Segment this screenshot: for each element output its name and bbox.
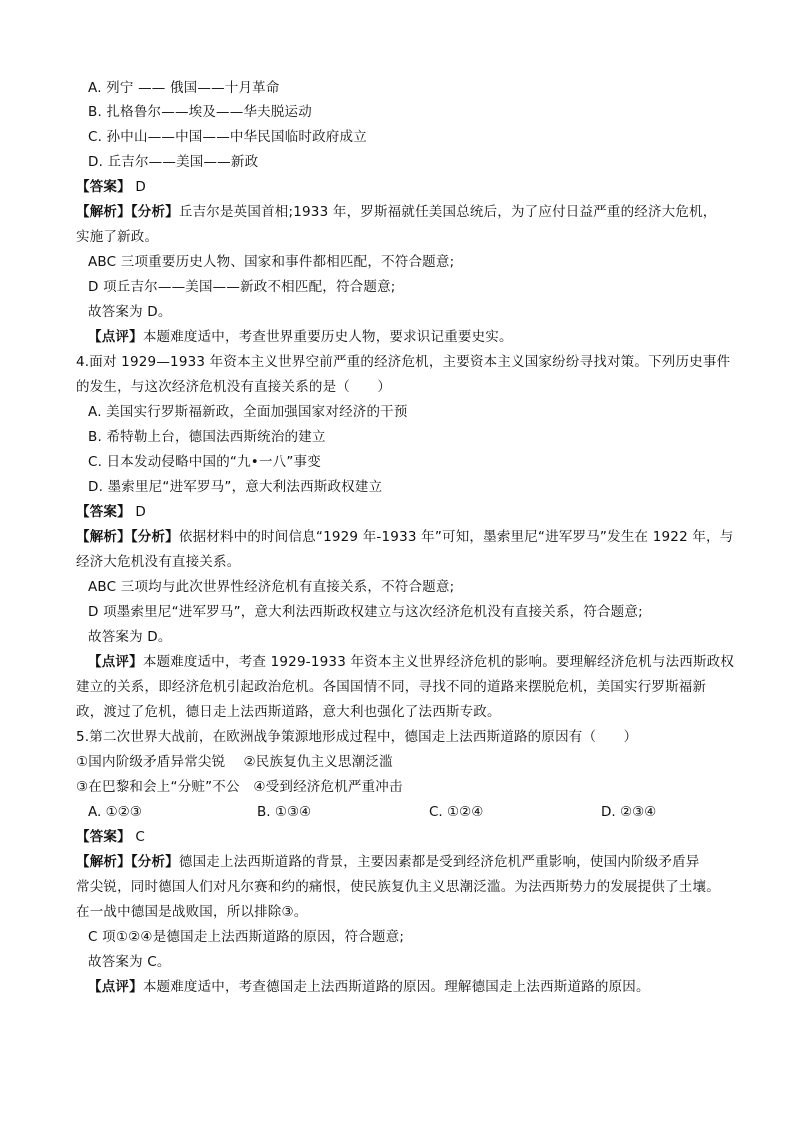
q5-analysis-cont-1: 常尖锐，同时德国人们对凡尔赛和约的痛恨，使民族复仇主义思潮泛滥。为法西斯势力的发展提供了土壤。 xyxy=(76,879,720,895)
q5-detail-2: 故答案为 C。 xyxy=(88,954,171,970)
analysis-sub-tag: 【分析】 xyxy=(130,204,179,220)
comment-tag: 【点评】 xyxy=(88,979,143,995)
q4-option-a: A. 美国实行罗斯福新政，全面加强国家对经济的干预 xyxy=(88,404,408,420)
q4-detail-1: ABC 三项均与此次世界性经济危机有直接关系，不符合题意; xyxy=(88,579,455,595)
q4-detail-3: 故答案为 D。 xyxy=(88,629,172,645)
comment-tag: 【点评】 xyxy=(88,329,143,345)
answer-tag: 【答案】 xyxy=(76,829,131,845)
q4-analysis-cont: 经济大危机没有直接关系。 xyxy=(76,554,241,570)
analysis-tag: 【解析】 xyxy=(76,204,131,220)
q3-analysis xyxy=(76,202,716,222)
answer-tag: 【答案】 xyxy=(76,179,131,195)
q5-answer xyxy=(76,827,145,847)
q5-choice-a: A. ①②③ xyxy=(88,804,142,820)
q3-option-b: B. 扎格鲁尔——埃及——华夫脱运动 xyxy=(88,104,312,120)
q5-reasons-2: ③在巴黎和会上“分赃”不公 ④受到经济危机严重冲击 xyxy=(76,779,403,795)
q4-option-c: C. 日本发动侵略中国的“九•一八”事变 xyxy=(88,454,321,470)
analysis-tag: 【解析】 xyxy=(76,529,131,545)
analysis-text: 德国走上法西斯道路的背景，主要因素都是受到经济危机严重影响，使国内阶级矛盾异 xyxy=(178,854,700,870)
answer-value: D xyxy=(135,504,146,520)
q4-option-d: D. 墨索里尼“进军罗马”，意大利法西斯政权建立 xyxy=(88,479,383,495)
q5-choice-d: D. ②③④ xyxy=(601,804,657,820)
analysis-tag: 【解析】 xyxy=(76,854,131,870)
q3-option-a: A. 列宁 —— 俄国——十月革命 xyxy=(88,80,280,96)
q5-reasons-1: ①国内阶级矛盾异常尖锐 ②民族复仇主义思潮泛滥 xyxy=(76,754,393,770)
q3-analysis-cont: 实施了新政。 xyxy=(76,229,159,245)
q4-stem: 4.面对 1929—1933 年资本主义世界空前严重的经济危机，主要资本主义国家纷纷寻找对策。下列历史事件 xyxy=(76,354,731,370)
answer-value: D xyxy=(135,179,146,195)
q3-option-c: C. 孙中山——中国——中华民国临时政府成立 xyxy=(88,129,367,145)
q4-answer xyxy=(76,502,146,522)
comment-text: 本题难度适中，考查 1929-1933 年资本主义世界经济危机的影响。要理解经济危机与法西斯政权 xyxy=(142,654,735,670)
analysis-sub-tag: 【分析】 xyxy=(130,529,179,545)
comment-text: 本题难度适中，考查世界重要历史人物，要求识记重要史实。 xyxy=(142,329,513,345)
analysis-text: 丘吉尔是英国首相;1933 年，罗斯福就任美国总统后，为了应付日益严重的经济大危机， xyxy=(178,204,717,220)
analysis-text: 依据材料中的时间信息“1929 年-1933 年”可知，墨索里尼“进军罗马”发生在 1922 年，与 xyxy=(178,529,734,545)
q5-choice-b: B. ①③④ xyxy=(257,804,312,820)
q4-comment-cont-1: 建立的关系，即经济危机引起政治危机。各国国情不同，寻找不同的道路来摆脱危机，美国实行罗斯福新 xyxy=(76,679,707,695)
q4-stem-cont: 的发生，与这次经济危机没有直接关系的是（ ） xyxy=(76,379,392,395)
q5-comment xyxy=(88,977,650,997)
answer-value: C xyxy=(135,829,145,845)
q5-stem: 5.第二次世界大战前，在欧洲战争策源地形成过程中，德国走上法西斯道路的原因有（ ） xyxy=(76,729,638,745)
q5-analysis xyxy=(76,852,699,872)
q3-detail-2: D 项丘吉尔——美国——新政不相匹配，符合题意; xyxy=(88,279,396,295)
q5-analysis-cont-2: 在一战中德国是战败国，所以排除③。 xyxy=(76,904,308,920)
analysis-sub-tag: 【分析】 xyxy=(130,854,179,870)
q4-analysis xyxy=(76,527,733,547)
q5-choice-c: C. ①②④ xyxy=(429,804,484,820)
q5-detail-1: C 项①②④是德国走上法西斯道路的原因，符合题意; xyxy=(88,929,405,945)
q3-answer xyxy=(76,177,146,197)
q4-detail-2: D 项墨索里尼“进军罗马”，意大利法西斯政权建立与这次经济危机没有直接关系，符合题意; xyxy=(88,604,643,620)
comment-tag: 【点评】 xyxy=(88,654,143,670)
q3-option-d: D. 丘吉尔——美国——新政 xyxy=(88,154,259,170)
q4-comment-cont-2: 政，渡过了危机，德日走上法西斯道路，意大利也强化了法西斯专政。 xyxy=(76,704,501,720)
answer-tag: 【答案】 xyxy=(76,504,131,520)
comment-text: 本题难度适中，考查德国走上法西斯道路的原因。理解德国走上法西斯道路的原因。 xyxy=(142,979,650,995)
q4-comment xyxy=(88,652,734,672)
q3-detail-3: 故答案为 D。 xyxy=(88,304,172,320)
q3-detail-1: ABC 三项重要历史人物、国家和事件都相匹配，不符合题意; xyxy=(88,254,455,270)
q3-comment xyxy=(88,327,513,347)
q4-option-b: B. 希特勒上台，德国法西斯统治的建立 xyxy=(88,429,326,445)
